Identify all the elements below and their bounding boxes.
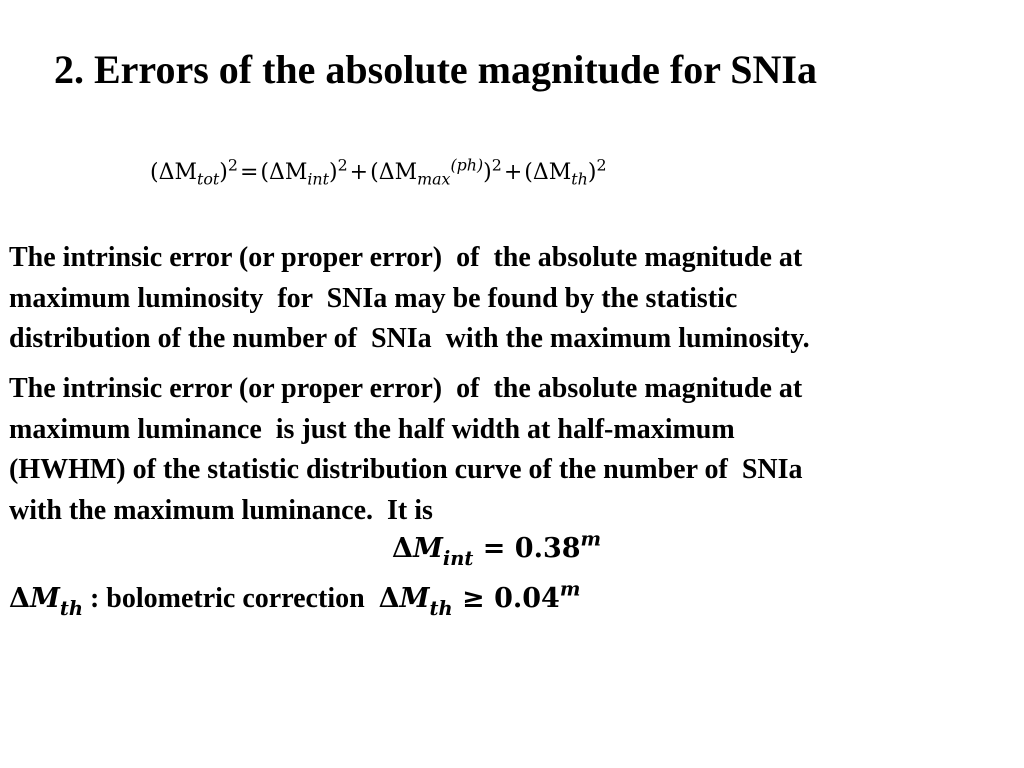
paragraph-line: (HWHM) of the statistic distribution curve of the number of SNIa [9,454,803,485]
bolometric-correction-label: : bolometric correction [82,583,379,614]
intrinsic-error-equation: $\Delta M_{int} = 0.38^m$ [392,527,602,570]
total-error-equation: $(\Delta M_{tot})^2=(\Delta M_{int})^2+(\Delta M_{max}^{(ph)})^2+(\Delta M_{th})^2$ [150,155,607,189]
slide-title: 2. Errors of the absolute magnitude for SNIa [54,47,817,92]
delta-m-th-symbol: $\Delta M_{th}$ [9,583,83,620]
intrinsic-error-paragraph-2 [9,369,1014,531]
intrinsic-error-paragraph-1 [9,238,1014,360]
paragraph-line: maximum luminance is just the half width at half-maximum [9,413,735,445]
paragraph-line: distribution of the number of SNIa with the maximum luminosity. [9,323,810,354]
paragraph-line: with the maximum luminance. It is [9,494,433,526]
paragraph-line: The intrinsic error (or proper error) of the absolute magnitude at [9,373,803,404]
paragraph-line: maximum luminosity for SNIa may be found by the statistic [9,282,738,314]
bolometric-correction-equation: $\Delta M_{th} \ge 0.04^m$ [378,577,581,620]
bolometric-correction-row [9,577,581,620]
paragraph-line: The intrinsic error (or proper error) of the absolute magnitude at [9,242,803,273]
